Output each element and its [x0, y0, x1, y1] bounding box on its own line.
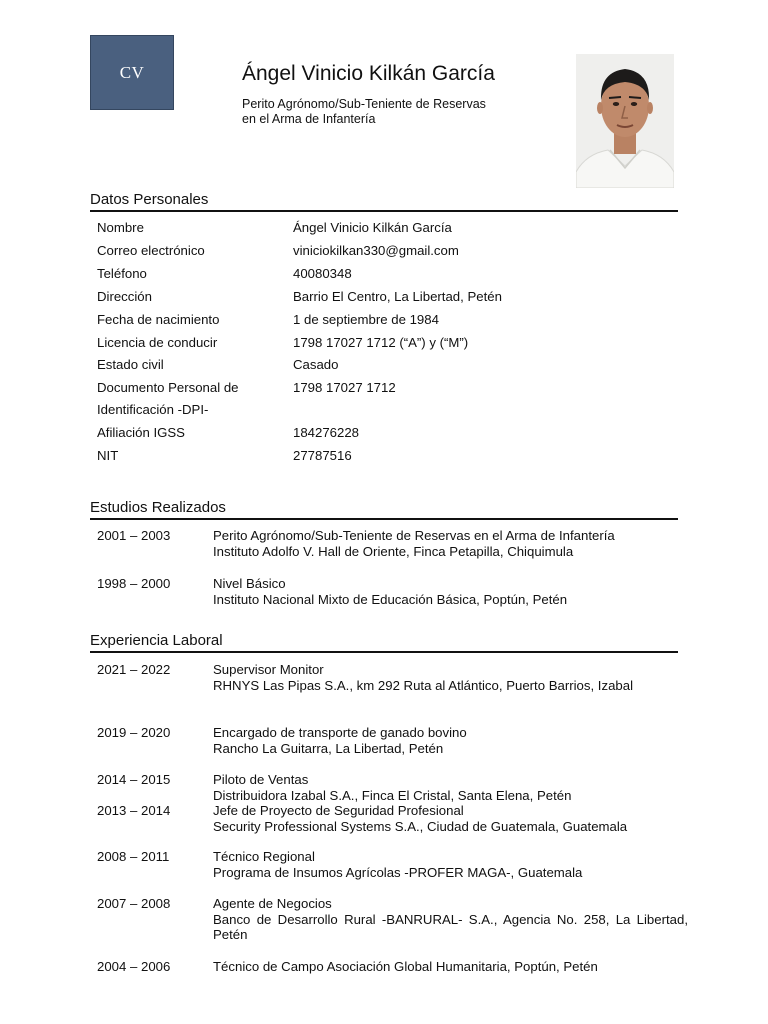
experience-employer: RHNYS Las Pipas S.A., km 292 Ruta al Atlántico, Puerto Barrios, Izabal [213, 677, 633, 693]
experience-employer: Security Professional Systems S.A., Ciudad de Guatemala, Guatemala [213, 818, 628, 834]
experience-years: 2013 – 2014 [97, 803, 171, 818]
personal-row-label: Identificación -DPI- [97, 402, 209, 417]
personal-row-label: Teléfono [97, 266, 147, 281]
profile-photo [576, 54, 674, 188]
personal-row-value: 184276228 [293, 425, 360, 440]
experience-role: Supervisor Monitor [213, 662, 324, 677]
subtitle-line-2: en el Arma de Infantería [242, 111, 376, 126]
experience-description [213, 959, 688, 975]
experience-employer: Distribuidora Izabal S.A., Finca El Cristal, Santa Elena, Petén [213, 787, 572, 803]
experience-years: 2004 – 2006 [97, 959, 171, 974]
section-personal-title: Datos Personales [90, 190, 678, 212]
experience-description [213, 896, 688, 943]
experience-role: Técnico de Campo Asociación Global Humanitaria, Poptún, Petén [213, 959, 598, 974]
study-institution: Instituto Nacional Mixto de Educación Básica, Poptún, Petén [213, 591, 568, 607]
subtitle-line-1: Perito Agrónomo/Sub-Teniente de Reservas [242, 97, 486, 111]
study-years: 2001 – 2003 [97, 528, 171, 543]
study-title: Perito Agrónomo/Sub-Teniente de Reservas en el Arma de Infantería [213, 528, 615, 543]
experience-years: 2007 – 2008 [97, 896, 171, 911]
portrait-illustration [576, 54, 674, 188]
experience-description [213, 662, 688, 693]
experience-years: 2008 – 2011 [97, 849, 170, 864]
candidate-subtitle [242, 97, 542, 126]
personal-row-value: viniciokilkan330@gmail.com [293, 243, 459, 258]
study-description [213, 576, 688, 607]
personal-row-value: 27787516 [293, 448, 352, 463]
experience-description [213, 803, 688, 834]
experience-role: Agente de Negocios [213, 896, 332, 911]
study-description [213, 528, 688, 559]
experience-description [213, 772, 688, 803]
experience-years: 2014 – 2015 [97, 772, 171, 787]
personal-row-label: Nombre [97, 220, 144, 235]
section-studies-title: Estudios Realizados [90, 498, 678, 520]
experience-description [213, 725, 688, 756]
candidate-name-heading: Ángel Vinicio Kilkán García [242, 62, 495, 85]
study-title: Nivel Básico [213, 576, 286, 591]
personal-row-label: Licencia de conducir [97, 335, 218, 350]
personal-row-value: 1 de septiembre de 1984 [293, 312, 439, 327]
experience-years: 2021 – 2022 [97, 662, 171, 677]
personal-row-label: Estado civil [97, 357, 164, 372]
study-institution: Instituto Adolfo V. Hall de Oriente, Finca Petapilla, Chiquimula [213, 543, 574, 559]
personal-row-label: Correo electrónico [97, 243, 205, 258]
personal-row-value: Ángel Vinicio Kilkán García [293, 220, 452, 235]
personal-row-value: Barrio El Centro, La Libertad, Petén [293, 289, 502, 304]
experience-description [213, 849, 688, 880]
personal-row-label: NIT [97, 448, 119, 463]
experience-employer: Rancho La Guitarra, La Libertad, Petén [213, 740, 444, 756]
experience-role: Encargado de transporte de ganado bovino [213, 725, 467, 740]
experience-employer: Programa de Insumos Agrícolas -PROFER MAGA-, Guatemala [213, 864, 583, 880]
experience-employer: Banco de Desarrollo Rural -BANRURAL- S.A., Agencia No. 258, La Libertad, Petén [213, 911, 688, 942]
personal-row-label: Fecha de nacimiento [97, 312, 220, 327]
personal-row-label: Dirección [97, 289, 152, 304]
section-experience-title: Experiencia Laboral [90, 631, 678, 653]
study-years: 1998 – 2000 [97, 576, 171, 591]
experience-role: Técnico Regional [213, 849, 315, 864]
personal-row-value: Casado [293, 357, 339, 372]
personal-row-value: 40080348 [293, 266, 352, 281]
cv-badge-label: CV [119, 62, 145, 82]
personal-row-value: 1798 17027 1712 (“A”) y (“M”) [293, 335, 469, 350]
personal-row-label: Documento Personal de [97, 380, 239, 395]
experience-role: Jefe de Proyecto de Seguridad Profesional [213, 803, 464, 818]
experience-years: 2019 – 2020 [97, 725, 171, 740]
personal-row-label: Afiliación IGSS [97, 425, 185, 440]
cv-badge [90, 35, 174, 110]
personal-row-value: 1798 17027 1712 [293, 380, 396, 395]
experience-role: Piloto de Ventas [213, 772, 309, 787]
